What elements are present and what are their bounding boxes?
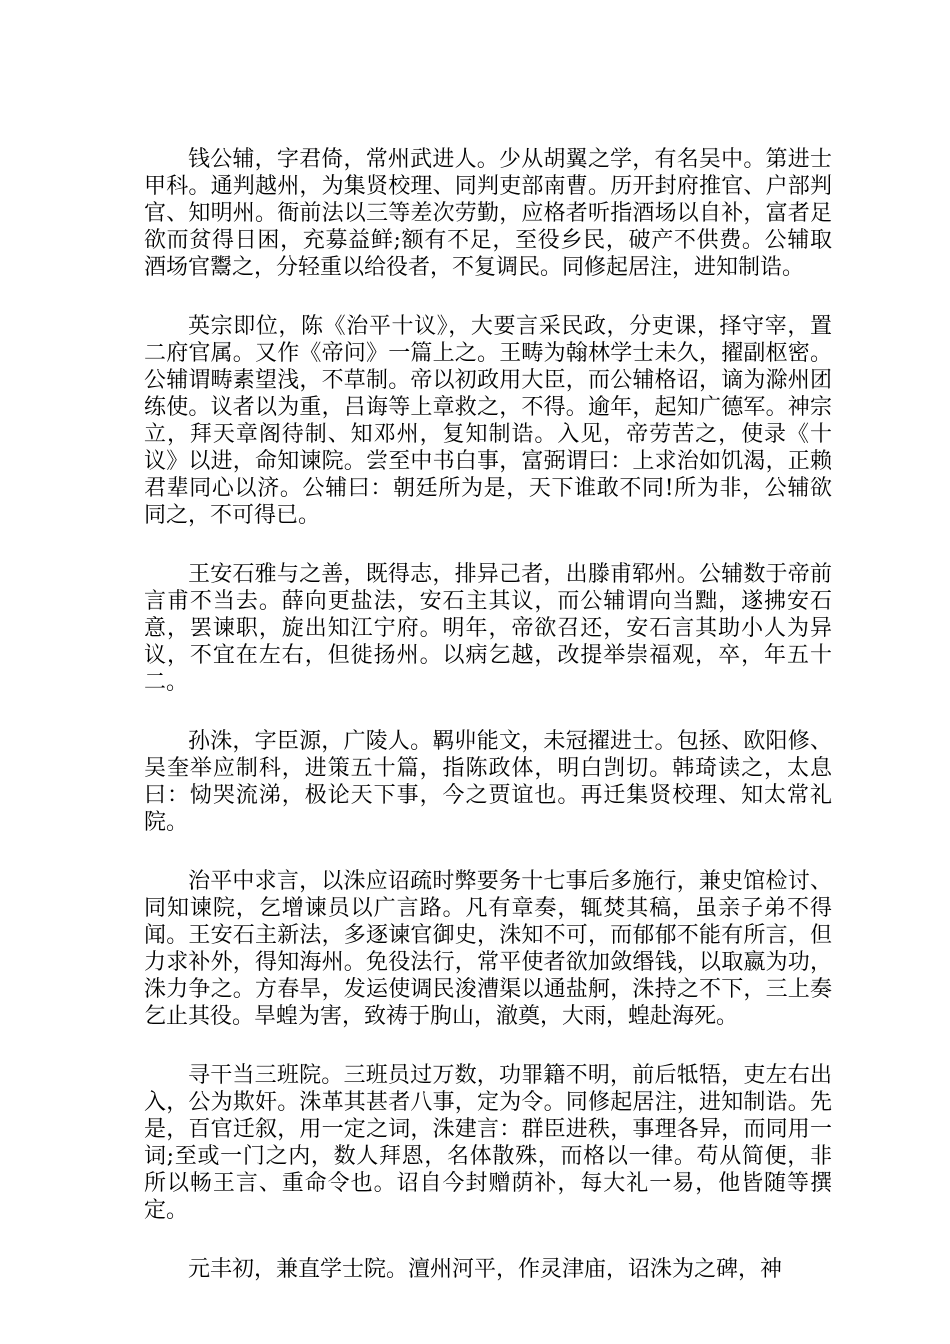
paragraph-4: 孙洙，字臣源，广陵人。羁丱能文，未冠擢进士。包拯、欧阳修、吴奎举应制科，进策五十篇，指陈政体，明白剀切。韩琦读之，太息曰：恸哭流涕，极论天下事，今之贾谊也。再迁集贤校理、知太常礼院。 — [144, 729, 832, 835]
paragraph-2: 英宗即位，陈《治平十议》，大要言采民政，分吏课，择守宰，置二府官属。又作《帝问》一篇上之。王畴为翰林学士未久，擢副枢密。公辅谓畴素望浅，不草制。帝以初政用大臣，而公辅格诏，谪为滁州团练使。议者以为重，吕诲等上章救之，不得。逾年，起知广德军。神宗立，拜天章阁待制、知邓州，复知制诰。入见，帝劳苦之，使录《十议》以进，命知谏院。尝至中书白事，富弼谓曰：上求治如饥渴，正赖君辈同心以济。公辅曰：朝廷所为是，天下谁敢不同!所为非，公辅欲同之，不可得已。 — [144, 314, 832, 528]
paragraph-6: 寻干当三班院。三班员过万数，功罪籍不明，前后牴牾，吏左右出入，公为欺奸。洙革其甚者八事，定为令。同修起居注，进知制诰。先是，百官迁叙，用一定之词，洙建言：群臣进秩，事理各异，而同用一词;至或一门之内，数人拜恩，名体散殊，而格以一律。苟从简便，非所以畅王言、重命令也。诏自今封赠荫补，每大礼一易，他皆随等撰定。 — [144, 1063, 832, 1223]
paragraph-3: 王安石雅与之善，既得志，排异己者，出滕甫郓州。公辅数于帝前言甫不当去。薛向更盐法，安石主其议，而公辅谓向当黜，遂拂安石意，罢谏职，旋出知江宁府。明年，帝欲召还，安石言其助小人为异议，不宜在左右，但徙扬州。以病乞越，改提举崇福观，卒，年五十二。 — [144, 562, 832, 695]
paragraph-5: 治平中求言，以洙应诏疏时弊要务十七事后多施行，兼史馆检讨、同知谏院，乞增谏员以广言路。凡有章奏，辄焚其稿，虽亲子弟不得闻。王安石主新法，多逐谏官御史，洙知不可，而郁郁不能有所言，但力求补外，得知海州。免役法行，常平使者欲加敛缗钱，以取嬴为功，洙力争之。方春旱，发运使调民浚漕渠以通盐舸，洙持之不下，三上奏乞止其役。旱蝗为害，致祷于朐山，澈奠，大雨，蝗赴海死。 — [144, 869, 832, 1029]
paragraph-1: 钱公辅，字君倚，常州武进人。少从胡翼之学，有名吴中。第进士甲科。通判越州，为集贤校理、同判吏部南曹。历开封府推官、户部判官、知明州。衙前法以三等差次劳勤，应格者听指酒场以自补，富者足欲而贫得日困，充募益鲜;额有不足，至役乡民，破产不供费。公辅取酒场官鬻之，分轻重以给役者，不复调民。同修起居注，进知制诰。 — [144, 147, 832, 280]
document-body — [144, 146, 832, 1315]
paragraph-7: 元丰初，兼直学士院。澶州河平，作灵津庙，诏洙为之碑，神 — [188, 1257, 783, 1282]
